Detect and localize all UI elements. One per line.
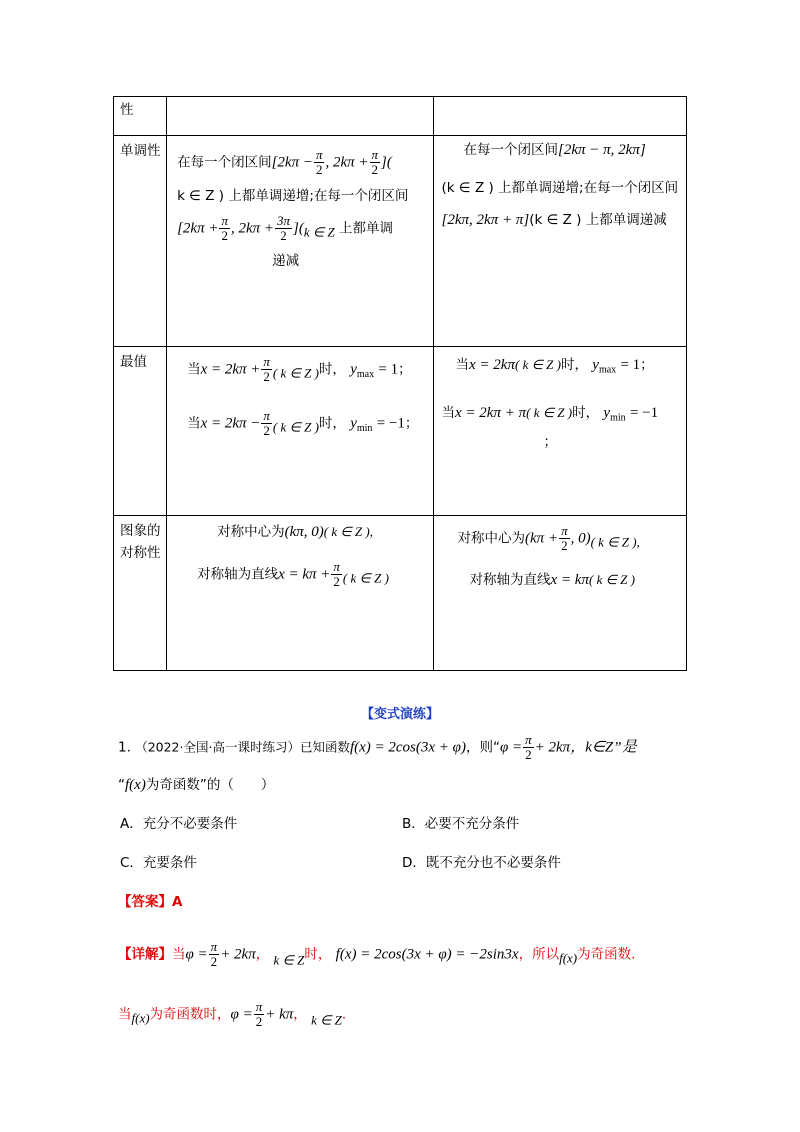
math-span: ( k ∈ Z )	[526, 404, 573, 420]
math-span: = 1	[620, 357, 641, 373]
frac-den: 2	[210, 954, 218, 970]
math-sub: min	[610, 412, 626, 424]
math-span: [2kπ, 2kπ + π]	[441, 212, 530, 228]
text-span: 为奇函数时，	[149, 1006, 231, 1023]
math-span: ](	[381, 154, 392, 171]
option-a[interactable]: A．充分不必要条件	[120, 816, 238, 832]
math-span: x = 2kπ	[469, 357, 515, 373]
math-sub: max	[356, 368, 375, 380]
frac-num: π	[315, 147, 323, 162]
math-span: x = 2kπ −	[200, 415, 261, 432]
cos-monotonic-line	[464, 140, 686, 160]
text-span: 为奇函数”的（ ）	[145, 777, 275, 793]
math-span: (kπ +	[525, 530, 559, 547]
fraction	[370, 148, 381, 178]
math-span: [2kπ − π, 2kπ]	[558, 142, 646, 158]
question-function: f(x) = 2cos(3x + φ)	[349, 739, 466, 756]
math-span: y	[603, 404, 611, 421]
sin-cell	[167, 97, 433, 136]
math-span: [2kπ +	[177, 219, 219, 236]
question-line-1	[118, 733, 637, 763]
math-span: ( k ∈ Z )	[342, 570, 389, 586]
text-span: 对称中心为	[457, 530, 526, 547]
frac-den: 2	[263, 369, 270, 385]
sin-extremum-cell	[167, 347, 433, 516]
detail-line-2	[118, 1000, 346, 1030]
math-span: ( k ∈ Z )	[514, 357, 561, 372]
sin-center-line	[217, 522, 432, 542]
math-span: f(x)	[559, 950, 578, 966]
math-span: (kπ, 0)	[284, 524, 324, 540]
row-label: 性	[120, 102, 134, 118]
text-span: ；	[640, 357, 654, 373]
row-label: 最值	[120, 354, 147, 370]
text-span: 时，	[560, 357, 588, 373]
frac-den: 2	[525, 747, 532, 763]
fraction	[559, 524, 570, 554]
cos-cell	[433, 97, 686, 136]
fraction	[209, 940, 220, 970]
text-span: 对称中心为	[217, 524, 285, 540]
frac-den: 2	[333, 574, 340, 590]
option-b[interactable]: B．必要不充分条件	[402, 816, 520, 832]
text-span: 时，	[318, 361, 346, 378]
math-span: ( k ∈ Z ),	[323, 524, 373, 539]
frac-num: π	[561, 523, 568, 538]
fraction	[523, 733, 534, 763]
sin-monotonic-cell	[167, 136, 433, 347]
sin-monotonic-line: 递减	[272, 253, 300, 270]
frac-num: 3π	[277, 212, 291, 228]
sin-min-line	[187, 409, 432, 439]
math-span: = −1	[629, 404, 659, 421]
math-span: x = 2kπ +	[200, 361, 261, 378]
frac-num: π	[255, 999, 263, 1014]
table-row	[114, 347, 687, 516]
sin-monotonic-line	[177, 148, 432, 178]
question-source: （2022·全国·高一课时练习）已知函数	[135, 739, 350, 755]
table-row	[114, 516, 687, 671]
fraction	[275, 214, 292, 244]
frac-num: π	[333, 559, 340, 574]
math-span: x = kπ	[550, 571, 589, 588]
row-label: 图象的对称性	[120, 523, 161, 561]
text-span: 在每一个闭区间	[177, 154, 272, 171]
math-span: = 1	[378, 361, 399, 378]
text-span: ，所以	[518, 946, 560, 963]
math-span: y	[592, 357, 599, 373]
section-heading: 【变式演练】	[360, 707, 439, 722]
math-span: k ∈ Z	[303, 223, 335, 239]
option-c[interactable]: C．充要条件	[120, 855, 197, 871]
frac-num: π	[221, 212, 228, 228]
math-span: , 2kπ +	[325, 154, 369, 171]
detail-label: 【详解】	[118, 946, 172, 963]
frac-den: 2	[221, 227, 228, 243]
math-span: k ∈ Z	[311, 1012, 342, 1028]
math-span: f(x) = 2cos(3x + φ) = −2sin3x	[335, 946, 519, 963]
frac-den: 2	[263, 423, 270, 439]
row-label-cell	[114, 97, 167, 136]
text-span: 当	[172, 946, 186, 963]
cos-extremum-cell	[433, 347, 686, 516]
row-label-cell	[114, 347, 167, 516]
math-span: , 2kπ +	[230, 219, 275, 236]
text-span: 上都单调	[339, 219, 394, 236]
math-span: ](	[293, 219, 304, 236]
cos-min-line	[442, 403, 686, 429]
math-span: f(x)	[131, 1010, 150, 1026]
fraction	[261, 409, 272, 439]
text-span: 对称轴为直线	[197, 566, 279, 583]
text-span: ，	[255, 946, 270, 963]
math-span: φ =	[185, 946, 208, 963]
math-span: + kπ	[265, 1006, 294, 1023]
sin-symmetry-cell	[167, 516, 433, 671]
text-span: 时，	[318, 415, 346, 432]
cos-min-line-end: ；	[543, 434, 558, 451]
math-span: k ∈ Z	[273, 952, 305, 968]
frac-den: 2	[255, 1014, 263, 1030]
frac-num: π	[263, 354, 270, 369]
question-line-2	[118, 773, 274, 794]
frac-num: π	[210, 939, 218, 954]
math-span: = −1	[376, 415, 405, 432]
fraction	[219, 214, 230, 244]
cos-symmetry-cell	[433, 516, 686, 671]
text-span: .	[341, 1006, 347, 1023]
text-span: 为奇函数.	[577, 946, 636, 963]
row-label-cell	[114, 136, 167, 347]
fraction	[261, 355, 272, 385]
frac-den: 2	[561, 538, 568, 554]
frac-den: 2	[371, 162, 379, 178]
sin-monotonic-line: k ∈ Z ) 上都单调递增;在每一个闭区间	[177, 187, 409, 204]
fraction	[331, 560, 342, 590]
frac-num: π	[263, 407, 270, 423]
text-span: ，则“	[465, 739, 500, 756]
text-span: 当	[455, 357, 470, 373]
fraction	[254, 1000, 265, 1030]
text-span: ；	[398, 361, 412, 378]
text-span: 当	[441, 404, 456, 421]
math-sub: min	[356, 422, 373, 434]
text-span: 当	[187, 361, 201, 378]
math-span: , 0)	[570, 530, 591, 547]
text-span: 时，	[572, 404, 600, 421]
math-span: y	[350, 415, 357, 432]
option-d[interactable]: D．既不充分也不必要条件	[402, 855, 561, 871]
fraction	[314, 148, 325, 178]
properties-table	[113, 96, 687, 671]
math-span: [2kπ −	[271, 154, 313, 171]
text-span: 对称轴为直线	[469, 571, 551, 588]
text-span: “	[118, 777, 125, 793]
text-span: ，	[293, 1006, 307, 1023]
sin-monotonic-line	[177, 214, 432, 244]
math-span: f(x)	[125, 777, 146, 793]
cos-monotonic-line: (k ∈ Z ) 上都单调递增;在每一个闭区间	[441, 180, 679, 196]
math-sub: max	[598, 364, 617, 376]
text-span: (k ∈ Z ) 上都单调递减	[529, 212, 667, 228]
text-span: ；	[404, 415, 419, 432]
math-span: φ =	[230, 1006, 253, 1023]
math-span: x = 2kπ + π	[455, 404, 527, 421]
math-span: + 2kπ	[220, 946, 256, 963]
table-row	[114, 97, 687, 136]
sin-axis-line	[197, 560, 432, 590]
sin-max-line	[187, 355, 432, 385]
text-span: 当	[187, 415, 201, 432]
detail-line-1	[118, 940, 635, 970]
frac-num: π	[525, 732, 532, 747]
cos-max-line	[456, 355, 686, 381]
math-span: ( k ∈ Z )	[272, 419, 319, 435]
math-span: x = kπ +	[278, 566, 331, 583]
table-row	[114, 136, 687, 347]
row-label: 单调性	[120, 143, 161, 159]
math-span: φ =	[499, 739, 523, 756]
text-span: 当	[118, 1006, 132, 1023]
cos-monotonic-cell	[433, 136, 686, 347]
question-number: 1.	[118, 739, 131, 756]
cos-axis-line	[470, 570, 686, 590]
row-label-cell	[114, 516, 167, 671]
cos-monotonic-line	[442, 210, 686, 230]
math-span: ( k ∈ Z )	[272, 365, 319, 381]
text-span: 在每一个闭区间	[463, 142, 559, 158]
frac-num: π	[371, 147, 379, 162]
text-span: 时，	[304, 946, 332, 963]
answer: 【答案】A	[118, 894, 183, 910]
math-span: ( k ∈ Z )	[588, 571, 635, 587]
math-span: + 2kπ，k∈Z”是	[534, 739, 637, 756]
frac-den: 2	[280, 227, 287, 243]
cos-center-line	[458, 524, 686, 554]
frac-den: 2	[315, 162, 323, 178]
math-span: y	[350, 361, 357, 378]
math-span: ( k ∈ Z ),	[590, 534, 640, 550]
